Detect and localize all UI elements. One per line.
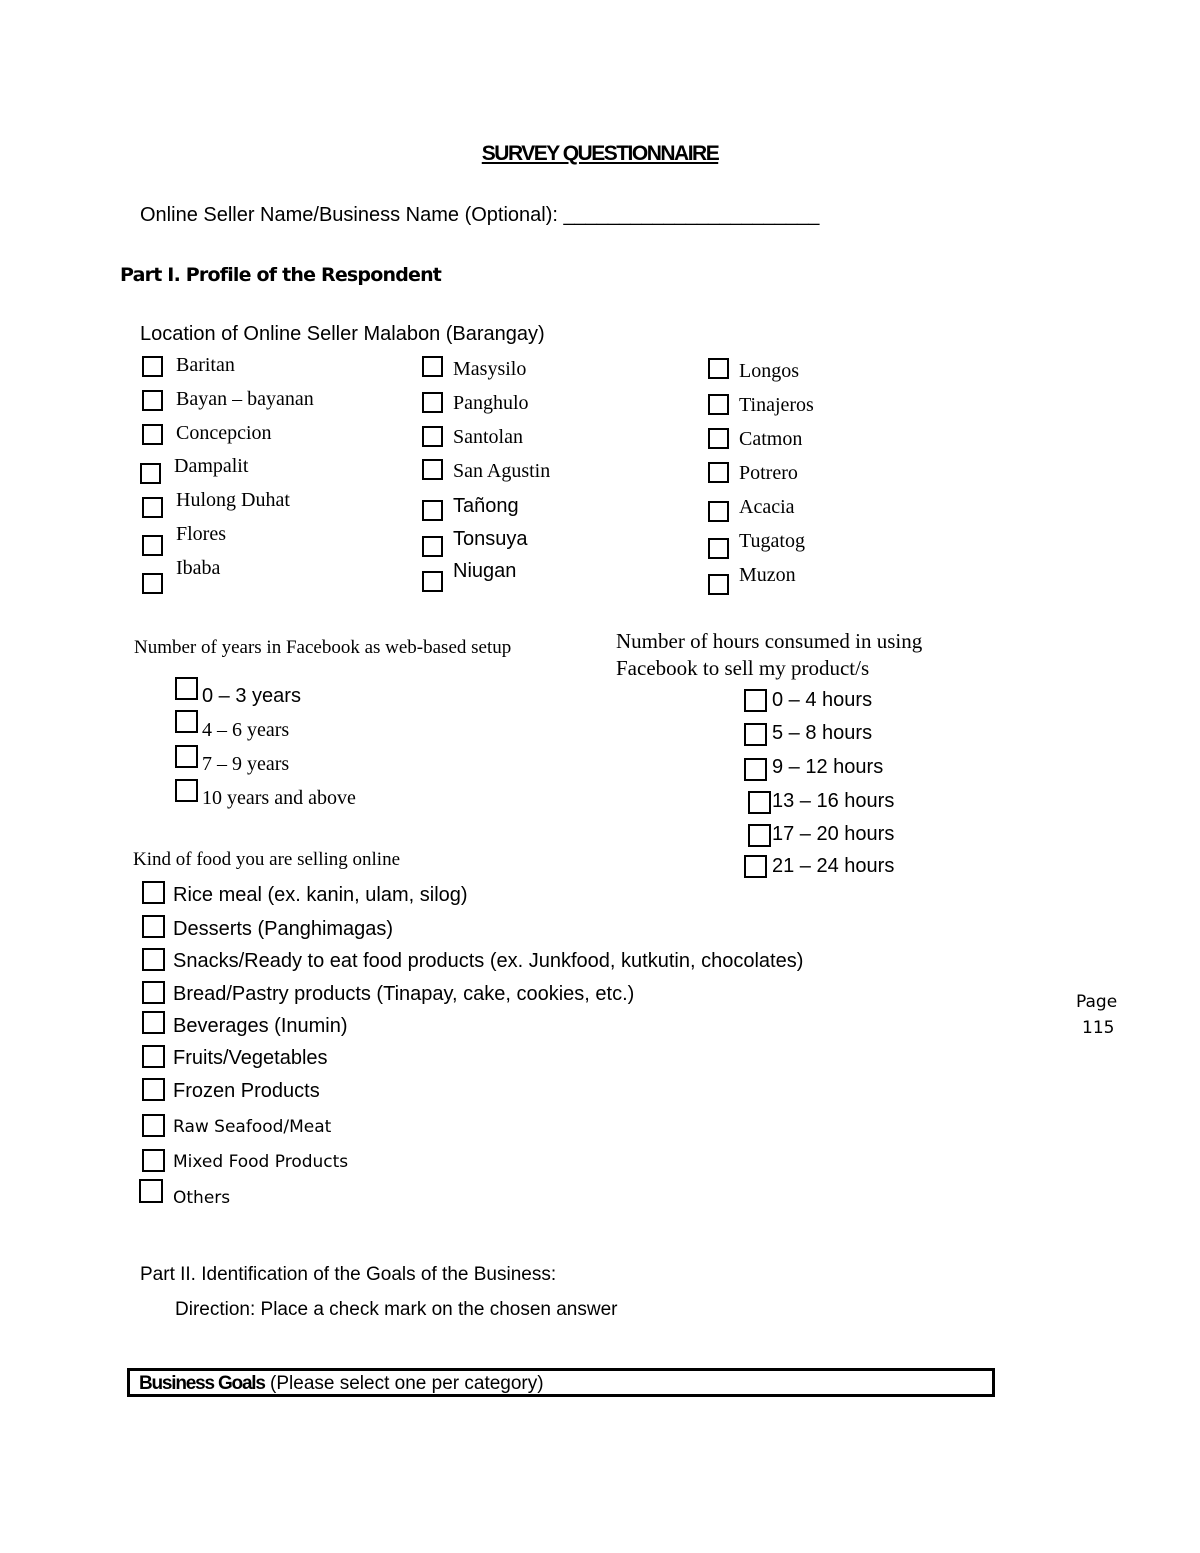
table-header-note: (Please select one per category) bbox=[264, 1373, 544, 1394]
checkbox[interactable] bbox=[142, 881, 165, 904]
checkbox[interactable] bbox=[748, 791, 771, 814]
option-label: Rice meal (ex. kanin, ulam, silog) bbox=[173, 884, 468, 906]
option-label: Tugatog bbox=[739, 530, 805, 552]
checkbox[interactable] bbox=[175, 677, 198, 700]
checkbox[interactable] bbox=[744, 758, 767, 781]
food-label: Kind of food you are selling online bbox=[133, 849, 401, 870]
option-label: 4 – 6 years bbox=[202, 719, 290, 741]
option-label: 13 – 16 hours bbox=[772, 790, 895, 812]
option-label: Bayan – bayanan bbox=[176, 388, 314, 410]
checkbox[interactable] bbox=[708, 428, 729, 449]
option-label: Panghulo bbox=[453, 392, 529, 414]
option-label: Santolan bbox=[453, 426, 523, 448]
checkbox[interactable] bbox=[422, 571, 443, 592]
checkbox[interactable] bbox=[142, 356, 163, 377]
checkbox[interactable] bbox=[139, 1179, 163, 1203]
option-label: Muzon bbox=[739, 564, 796, 586]
checkbox[interactable] bbox=[142, 948, 165, 971]
checkbox[interactable] bbox=[175, 710, 198, 733]
checkbox[interactable] bbox=[175, 779, 198, 802]
checkbox[interactable] bbox=[422, 500, 443, 521]
option-label: Potrero bbox=[739, 462, 798, 484]
seller-name-prompt: Online Seller Name/Business Name (Optional): _______________________ bbox=[140, 204, 820, 226]
part2-heading: Part II. Identification of the Goals of the Business: bbox=[140, 1264, 557, 1285]
option-label: Ibaba bbox=[176, 557, 221, 579]
checkbox[interactable] bbox=[744, 855, 767, 878]
checkbox[interactable] bbox=[175, 745, 198, 768]
table-header-bold: Business Goals bbox=[139, 1373, 265, 1394]
checkbox[interactable] bbox=[744, 723, 767, 746]
part2-direction: Direction: Place a check mark on the chosen answer bbox=[175, 1299, 618, 1320]
option-label: Bread/Pastry products (Tinapay, cake, cookies, etc.) bbox=[173, 983, 635, 1005]
option-label: Others bbox=[173, 1188, 231, 1208]
checkbox[interactable] bbox=[422, 426, 443, 447]
years-label: Number of years in Facebook as web-based setup bbox=[134, 637, 512, 658]
checkbox[interactable] bbox=[708, 358, 729, 379]
checkbox[interactable] bbox=[142, 1078, 165, 1101]
checkbox[interactable] bbox=[142, 1149, 165, 1172]
option-label: 5 – 8 hours bbox=[772, 722, 873, 744]
checkbox[interactable] bbox=[422, 392, 443, 413]
checkbox[interactable] bbox=[422, 536, 443, 557]
option-label: Concepcion bbox=[176, 422, 272, 444]
checkbox[interactable] bbox=[708, 574, 729, 595]
checkbox[interactable] bbox=[422, 356, 443, 377]
option-label: 0 – 4 hours bbox=[772, 689, 873, 711]
option-label: Baritan bbox=[176, 354, 235, 376]
checkbox[interactable] bbox=[748, 824, 771, 847]
option-label: Tinajeros bbox=[739, 394, 814, 416]
option-label: Fruits/Vegetables bbox=[173, 1047, 328, 1069]
option-label: Snacks/Ready to eat food products (ex. Junkfood, kutkutin, chocolates) bbox=[173, 950, 804, 972]
checkbox[interactable] bbox=[422, 459, 443, 480]
option-label: Tañong bbox=[453, 495, 519, 517]
option-label: Desserts (Panghimagas) bbox=[173, 918, 394, 940]
option-label: San Agustin bbox=[453, 460, 551, 482]
option-label: 7 – 9 years bbox=[202, 753, 290, 775]
document-title: SURVEY QUESTIONNAIRE bbox=[481, 142, 719, 165]
option-label: Acacia bbox=[739, 496, 795, 518]
hours-label-line1: Number of hours consumed in using bbox=[616, 629, 923, 653]
location-label: Location of Online Seller Malabon (Barangay) bbox=[140, 323, 545, 345]
checkbox[interactable] bbox=[708, 394, 729, 415]
checkbox[interactable] bbox=[142, 390, 163, 411]
option-label: Niugan bbox=[453, 560, 517, 582]
option-label: Catmon bbox=[739, 428, 803, 450]
option-label: Raw Seafood/Meat bbox=[173, 1117, 332, 1137]
option-label: Flores bbox=[176, 523, 226, 545]
option-label: Dampalit bbox=[174, 455, 249, 477]
part1-heading: Part I. Profile of the Respondent bbox=[120, 264, 442, 286]
checkbox[interactable] bbox=[142, 424, 163, 445]
option-label: 17 – 20 hours bbox=[772, 823, 895, 845]
business-goals-table bbox=[127, 1368, 995, 1397]
page-label: Page bbox=[1076, 992, 1118, 1012]
option-label: Longos bbox=[739, 360, 799, 382]
option-label: Tonsuya bbox=[453, 528, 528, 550]
checkbox[interactable] bbox=[708, 501, 729, 522]
option-label: Beverages (Inumin) bbox=[173, 1015, 348, 1037]
checkbox[interactable] bbox=[142, 573, 163, 594]
option-label: 0 – 3 years bbox=[202, 685, 301, 707]
option-label: 21 – 24 hours bbox=[772, 855, 895, 877]
option-label: Masysilo bbox=[453, 358, 527, 380]
checkbox[interactable] bbox=[142, 915, 165, 938]
checkbox[interactable] bbox=[708, 538, 729, 559]
option-label: Hulong Duhat bbox=[176, 489, 290, 511]
page-number: 115 bbox=[1082, 1018, 1115, 1038]
checkbox[interactable] bbox=[140, 463, 161, 484]
option-label: Mixed Food Products bbox=[173, 1152, 349, 1172]
checkbox[interactable] bbox=[142, 1114, 165, 1137]
checkbox[interactable] bbox=[708, 462, 729, 483]
checkbox[interactable] bbox=[142, 497, 163, 518]
checkbox[interactable] bbox=[142, 1011, 165, 1034]
checkbox[interactable] bbox=[142, 535, 163, 556]
checkbox[interactable] bbox=[744, 689, 767, 712]
option-label: Frozen Products bbox=[173, 1080, 320, 1102]
checkbox[interactable] bbox=[142, 981, 165, 1004]
option-label: 10 years and above bbox=[202, 787, 356, 809]
option-label: 9 – 12 hours bbox=[772, 756, 884, 778]
checkbox[interactable] bbox=[142, 1045, 165, 1068]
table-header bbox=[139, 1373, 544, 1395]
hours-label-line2: Facebook to sell my product/s bbox=[616, 656, 870, 680]
